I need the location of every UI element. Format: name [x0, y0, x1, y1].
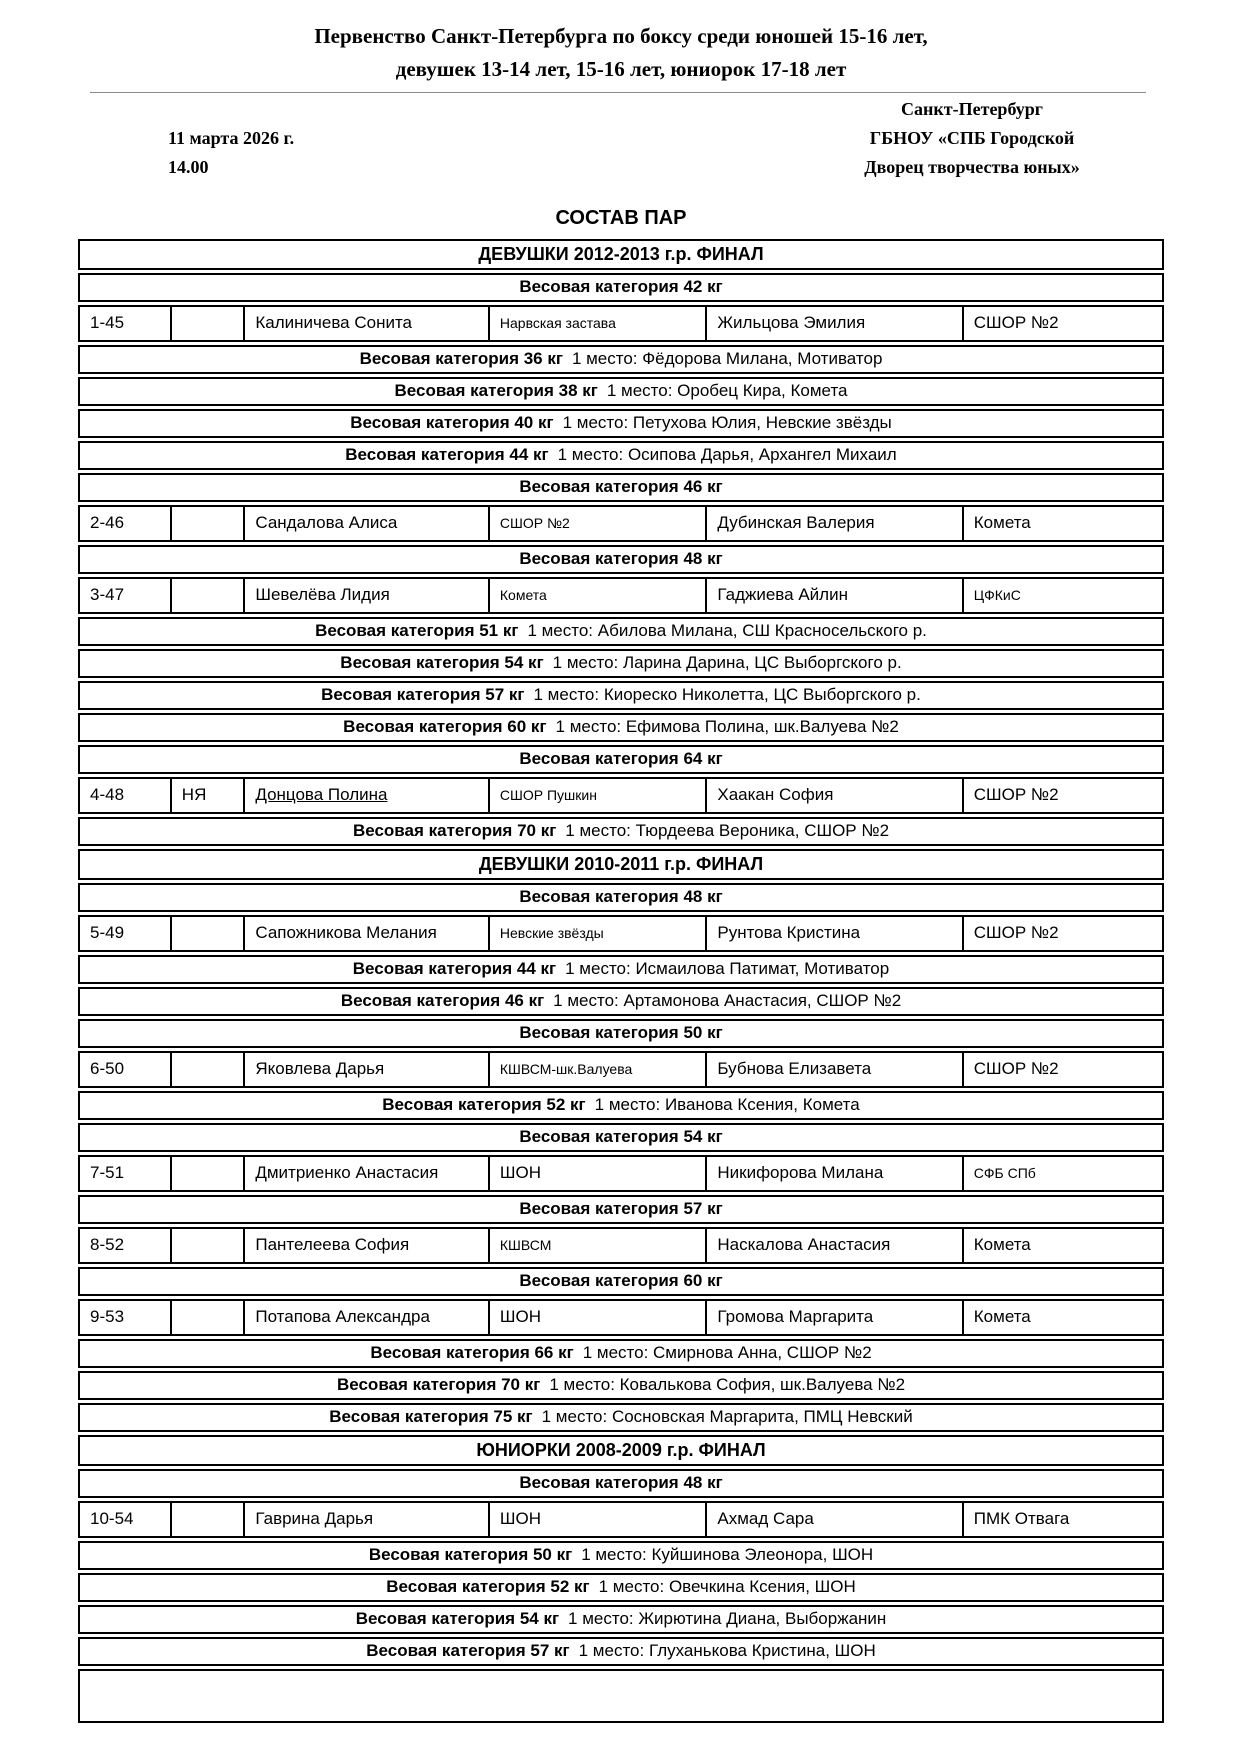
red-corner-name-cell: Шевелёва Лидия [243, 579, 488, 612]
blue-corner-name-cell: Жильцова Эмилия [705, 307, 961, 340]
row-category [78, 473, 1164, 502]
category-label: Весовая категория 48 кг [519, 549, 723, 569]
winner-result-text: 1 место: Сосновская Маргарита, ПМЦ Невский [541, 1407, 913, 1427]
row-section [78, 849, 1164, 880]
winner-result-text: 1 место: Исмаилова Патимат, Мотиватор [565, 959, 890, 979]
row-winner [78, 1605, 1164, 1634]
pairs-table-title: СОСТАВ ПАР [555, 206, 687, 229]
competition-title [78, 20, 1164, 85]
bout-note-cell [170, 1053, 244, 1086]
bout-note-cell [170, 1157, 244, 1190]
category-label: Весовая категория 42 кг [519, 277, 723, 297]
winner-category-label: Весовая категория 50 кг [368, 1545, 573, 1565]
bout-number-cell: 2-46 [90, 513, 125, 533]
header-rule [90, 92, 1146, 93]
winner-result-text: 1 место: Артамонова Анастасия, СШОР №2 [553, 991, 902, 1011]
category-label: Весовая категория 48 кг [519, 1473, 723, 1493]
red-corner-name-cell: Сандалова Алиса [243, 507, 488, 540]
row-winner [78, 377, 1164, 406]
blue-corner-name-cell: Никифорова Милана [705, 1157, 961, 1190]
blue-corner-club-cell: Комета [962, 1301, 1162, 1334]
winner-category-label: Весовая категория 57 кг [366, 1641, 570, 1661]
event-venue [822, 95, 1122, 182]
bout-note-cell [170, 1503, 244, 1536]
winner-category-label: Весовая категория 60 кг [343, 717, 547, 737]
section-label: ДЕВУШКИ 2012-2013 г.р. ФИНАЛ [478, 243, 764, 264]
blue-corner-name-cell: Дубинская Валерия [705, 507, 961, 540]
row-category [78, 1195, 1164, 1224]
bout-number-cell: 5-49 [90, 923, 125, 943]
winner-category-label: Весовая категория 70 кг [352, 821, 557, 841]
row-winner [78, 1339, 1164, 1368]
bout-number-cell: 4-48 [90, 785, 125, 805]
row-category [78, 1123, 1164, 1152]
row-bout [78, 577, 1164, 614]
blue-corner-club-cell: Комета [962, 507, 1162, 540]
winner-category-label: Весовая категория 57 кг [321, 685, 525, 705]
blue-corner-club-cell: СФБ СПб [962, 1157, 1162, 1190]
row-winner [78, 681, 1164, 710]
competition-title-line2: девушек 13-14 лет, 15-16 лет, юниорок 17-18 лет [395, 56, 847, 81]
winner-result-text: 1 место: Куйшинова Элеонора, ШОН [581, 1545, 874, 1565]
winner-result-text: 1 место: Глуханькова Кристина, ШОН [578, 1641, 876, 1661]
bout-note-cell [170, 307, 244, 340]
event-city: Санкт-Петербург [901, 99, 1043, 120]
blue-corner-name-cell: Наскалова Анастасия [705, 1229, 961, 1262]
row-bout [78, 915, 1164, 952]
blue-corner-name-cell: Гаджиева Айлин [705, 579, 961, 612]
red-corner-club-cell: КШВСМ-шк.Валуева [488, 1053, 705, 1086]
row-category [78, 1267, 1164, 1296]
winner-category-label: Весовая категория 44 кг [352, 959, 557, 979]
red-corner-club-cell: КШВСМ [488, 1229, 705, 1262]
winner-result-text: 1 место: Ковалькова София, шк.Валуева №2 [549, 1375, 906, 1395]
winner-result-text: 1 место: Фёдорова Милана, Мотиватор [571, 349, 883, 369]
row-winner [78, 713, 1164, 742]
blue-corner-club-cell: СШОР №2 [962, 307, 1162, 340]
red-corner-club-cell: Комета [488, 579, 705, 612]
bout-note-cell [170, 1229, 244, 1262]
winner-result-text: 1 место: Абилова Милана, СШ Красносельского р. [527, 621, 927, 641]
category-label: Весовая категория 57 кг [519, 1199, 723, 1219]
bout-number-cell: 9-53 [90, 1307, 125, 1327]
red-corner-club-cell: Нарвская застава [488, 307, 705, 340]
row-winner [78, 817, 1164, 846]
winner-result-text: 1 место: Ларина Дарина, ЦС Выборгского р. [552, 653, 902, 673]
bout-note-cell [170, 1301, 244, 1334]
winner-result-text: 1 место: Оробец Кира, Комета [606, 381, 848, 401]
blue-corner-club-cell: СШОР №2 [962, 1053, 1162, 1086]
row-winner [78, 1403, 1164, 1432]
bout-number-cell: 10-54 [90, 1509, 134, 1529]
winner-category-label: Весовая категория 46 кг [340, 991, 545, 1011]
winner-result-text: 1 место: Смирнова Анна, СШОР №2 [582, 1343, 872, 1363]
red-corner-club-cell: ШОН [488, 1157, 705, 1190]
row-category [78, 1019, 1164, 1048]
row-category [78, 273, 1164, 302]
row-bout [78, 1051, 1164, 1088]
pairs-table [78, 239, 1164, 1723]
blue-corner-name-cell: Громова Маргарита [705, 1301, 961, 1334]
row-bout [78, 505, 1164, 542]
blue-corner-club-cell: ПМК Отвага [962, 1503, 1162, 1536]
red-corner-club-cell: Невские звёзды [488, 917, 705, 950]
row-section [78, 239, 1164, 270]
red-corner-name-cell: Сапожникова Мелания [243, 917, 488, 950]
winner-category-label: Весовая категория 54 кг [340, 653, 544, 673]
row-winner [78, 1541, 1164, 1570]
winner-category-label: Весовая категория 52 кг [382, 1095, 586, 1115]
row-section [78, 1435, 1164, 1466]
winner-category-label: Весовая категория 52 кг [386, 1577, 590, 1597]
winner-category-label: Весовая категория 54 кг [355, 1609, 560, 1629]
event-time: 14.00 [168, 157, 209, 178]
row-bout [78, 1155, 1164, 1192]
row-winner [78, 1091, 1164, 1120]
event-meta [78, 95, 1164, 182]
winner-result-text: 1 место: Иванова Ксения, Комета [594, 1095, 860, 1115]
row-winner [78, 649, 1164, 678]
row-winner [78, 955, 1164, 984]
row-category [78, 745, 1164, 774]
row-winner [78, 1371, 1164, 1400]
winner-result-text: 1 место: Петухова Юлия, Невские звёзды [562, 413, 892, 433]
winner-result-text: 1 место: Киореско Николетта, ЦС Выборгского р. [533, 685, 921, 705]
row-category [78, 545, 1164, 574]
bout-number-cell: 6-50 [90, 1059, 125, 1079]
bout-number-cell: 8-52 [90, 1235, 125, 1255]
row-winner [78, 345, 1164, 374]
row-empty [78, 1669, 1164, 1723]
category-label: Весовая категория 46 кг [519, 477, 723, 497]
winner-category-label: Весовая категория 70 кг [336, 1375, 541, 1395]
bout-note-cell [170, 917, 244, 950]
red-corner-name-cell: Пантелеева София [243, 1229, 488, 1262]
blue-corner-name-cell: Рунтова Кристина [705, 917, 961, 950]
blue-corner-name-cell: Хаакан София [705, 779, 961, 812]
row-bout [78, 1299, 1164, 1336]
winner-category-label: Весовая категория 38 кг [394, 381, 598, 401]
red-corner-name-cell: Дмитриенко Анастасия [243, 1157, 488, 1190]
row-bout [78, 1227, 1164, 1264]
category-label: Весовая категория 64 кг [519, 749, 723, 769]
winner-category-label: Весовая категория 36 кг [359, 349, 563, 369]
bout-number-cell: 1-45 [90, 313, 125, 333]
blue-corner-club-cell: ЦФКиС [962, 579, 1162, 612]
category-label: Весовая категория 50 кг [519, 1023, 723, 1043]
red-corner-name-cell: Калиничева Сонита [243, 307, 488, 340]
event-venue-line1: ГБНОУ «СПБ Городской [869, 128, 1075, 149]
red-corner-club-cell: ШОН [488, 1301, 705, 1334]
row-category [78, 1469, 1164, 1498]
row-winner [78, 1573, 1164, 1602]
row-category [78, 883, 1164, 912]
winner-category-label: Весовая категория 75 кг [329, 1407, 533, 1427]
blue-corner-club-cell: Комета [962, 1229, 1162, 1262]
winner-result-text: 1 место: Осипова Дарья, Архангел Михаил [557, 445, 897, 465]
winner-category-label: Весовая категория 44 кг [345, 445, 549, 465]
category-label: Весовая категория 60 кг [519, 1271, 723, 1291]
winner-category-label: Весовая категория 66 кг [370, 1343, 574, 1363]
event-datetime [168, 95, 294, 182]
bout-number-cell: 7-51 [90, 1163, 125, 1183]
winner-result-text: 1 место: Овечкина Ксения, ШОН [598, 1577, 856, 1597]
winner-result-text: 1 место: Тюрдеева Вероника, СШОР №2 [565, 821, 890, 841]
red-corner-club-cell: СШОР №2 [488, 507, 705, 540]
bout-note-cell [170, 579, 244, 612]
red-corner-club-cell: СШОР Пушкин [488, 779, 705, 812]
category-label: Весовая категория 48 кг [519, 887, 723, 907]
blue-corner-club-cell: СШОР №2 [962, 779, 1162, 812]
red-corner-name-cell: Донцова Полина [243, 779, 488, 812]
row-bout [78, 305, 1164, 342]
blue-corner-name-cell: Ахмад Сара [705, 1503, 961, 1536]
red-corner-club-cell: ШОН [488, 1503, 705, 1536]
row-winner [78, 409, 1164, 438]
bout-note-cell [170, 507, 244, 540]
blue-corner-name-cell: Бубнова Елизавета [705, 1053, 961, 1086]
winner-category-label: Весовая категория 51 кг [315, 621, 519, 641]
red-corner-name-cell: Гаврина Дарья [243, 1503, 488, 1536]
competition-title-line1: Первенство Санкт-Петербурга по боксу среди юношей 15-16 лет, [314, 24, 928, 48]
winner-result-text: 1 место: Жирютина Диана, Выборжанин [568, 1609, 887, 1629]
row-bout [78, 777, 1164, 814]
row-winner [78, 617, 1164, 646]
category-label: Весовая категория 54 кг [519, 1127, 723, 1147]
bout-number-cell: 3-47 [90, 585, 125, 605]
blue-corner-club-cell: СШОР №2 [962, 917, 1162, 950]
event-venue-line2: Дворец творчества юных» [864, 157, 1080, 178]
winner-result-text: 1 место: Ефимова Полина, шк.Валуева №2 [555, 717, 899, 737]
bout-note-cell: НЯ [170, 779, 244, 812]
section-label: ДЕВУШКИ 2010-2011 г.р. ФИНАЛ [478, 853, 764, 874]
section-label: ЮНИОРКИ 2008-2009 г.р. ФИНАЛ [476, 1439, 766, 1460]
red-corner-name-cell: Потапова Александра [243, 1301, 488, 1334]
row-winner [78, 1637, 1164, 1666]
row-bout [78, 1501, 1164, 1538]
red-corner-name-cell: Яковлева Дарья [243, 1053, 488, 1086]
event-date: 11 марта 2026 г. [168, 128, 295, 149]
winner-category-label: Весовая категория 40 кг [350, 413, 554, 433]
row-winner [78, 987, 1164, 1016]
row-winner [78, 441, 1164, 470]
